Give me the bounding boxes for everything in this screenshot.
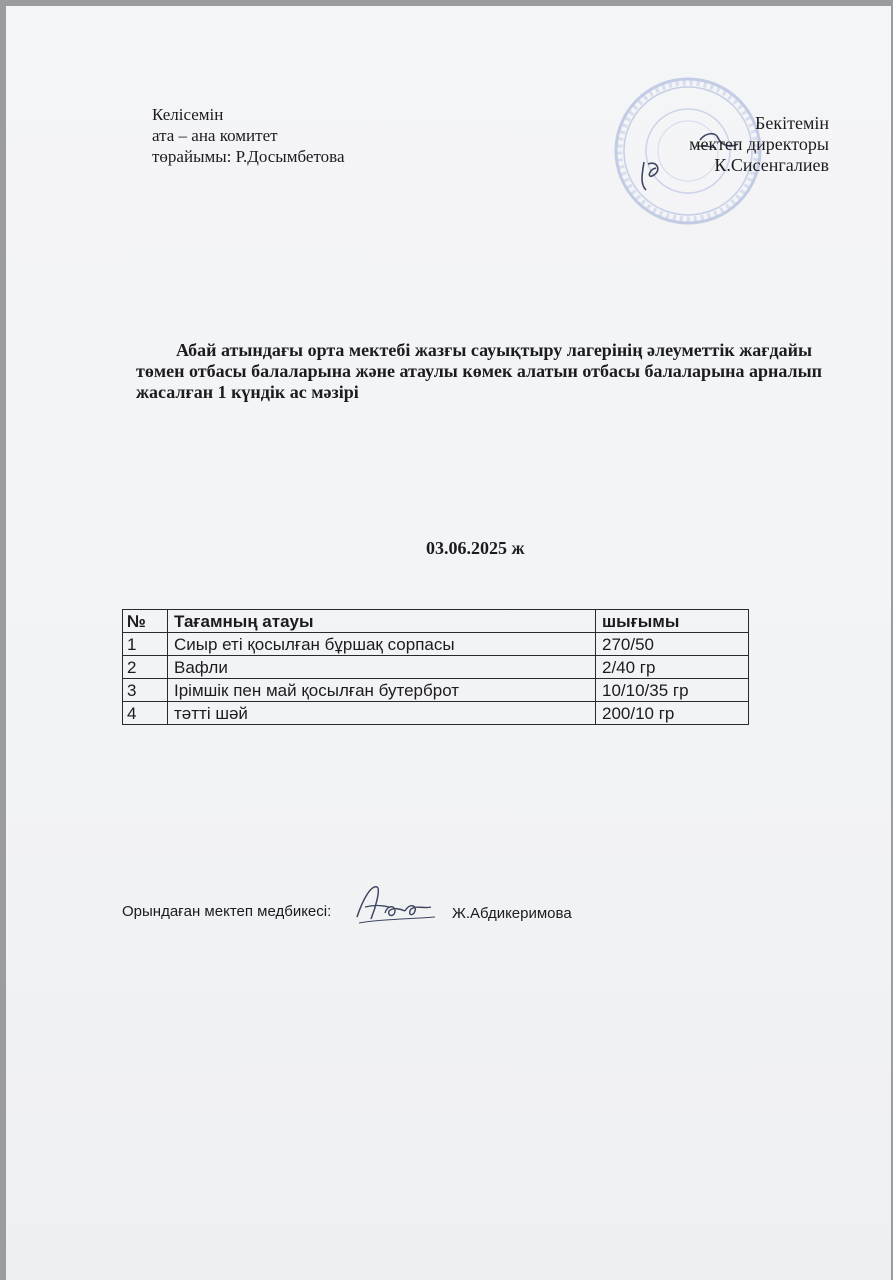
- table-row: [123, 702, 749, 725]
- row-dish-name: Вафли: [168, 656, 596, 679]
- approval-line1: Бекітемін: [755, 113, 829, 133]
- agreement-line2: ата – ана комитет: [152, 126, 278, 145]
- table-row: [123, 633, 749, 656]
- document-title: [136, 340, 826, 403]
- row-yield: 270/50: [596, 633, 749, 656]
- row-dish-name: Ірімшік пен май қосылған бутерброт: [168, 679, 596, 702]
- row-number: 3: [123, 679, 168, 702]
- document-page: [6, 6, 891, 1280]
- nurse-signature: [351, 879, 441, 927]
- menu-table: [122, 609, 749, 725]
- title-text: Абай атындағы орта мектебі жазғы сауықтыру лагерінің әлеуметтік жағдайы төмен отбасы балаларына және атаулы көмек алатын отбасы балаларына арналып жасалған 1 күндік ас мәзірі: [136, 340, 823, 402]
- agreement-line1: Келісемін: [152, 105, 224, 124]
- table-header-row: [123, 610, 749, 633]
- row-number: 1: [123, 633, 168, 656]
- agreement-block: [152, 104, 345, 167]
- row-number: 4: [123, 702, 168, 725]
- nurse-name: Ж.Абдикеримова: [452, 905, 572, 922]
- nurse-label: Орындаған мектеп медбикесі:: [122, 903, 332, 920]
- row-yield: 200/10 гр: [596, 702, 749, 725]
- row-dish-name: Сиыр еті қосылған бұршақ сорпасы: [168, 633, 596, 656]
- row-number: 2: [123, 656, 168, 679]
- table-row: [123, 679, 749, 702]
- header-yield: шығымы: [596, 610, 749, 633]
- header-dish-name: Тағамның атауы: [168, 610, 596, 633]
- approval-line3: К.Сисенгалиев: [714, 155, 829, 175]
- header-number: №: [123, 610, 168, 633]
- row-yield: 2/40 гр: [596, 656, 749, 679]
- approval-block: [646, 113, 829, 176]
- row-yield: 10/10/35 гр: [596, 679, 749, 702]
- agreement-line3: төрайымы: Р.Досымбетова: [152, 147, 345, 166]
- approval-line2: мектеп директоры: [689, 134, 829, 154]
- table-row: [123, 656, 749, 679]
- row-dish-name: тәтті шәй: [168, 702, 596, 725]
- menu-date: 03.06.2025 ж: [426, 538, 525, 558]
